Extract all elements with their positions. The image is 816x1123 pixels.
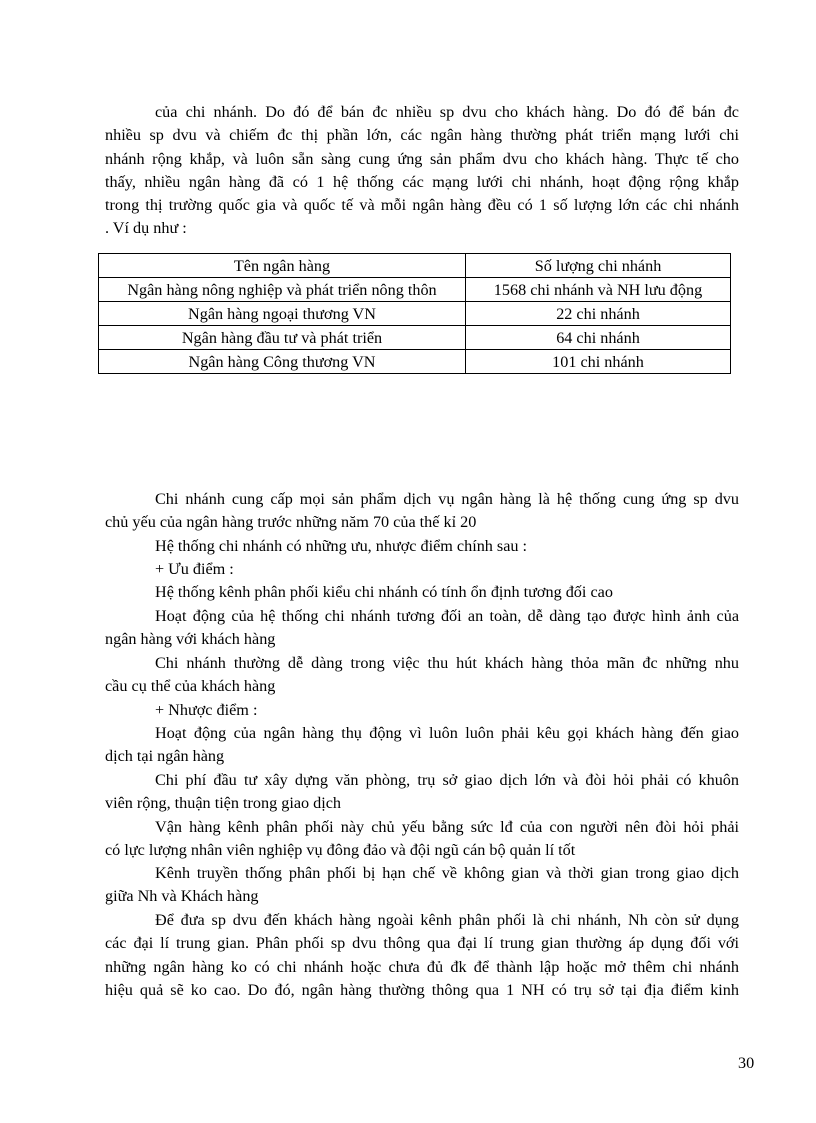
body-paragraph (105, 652, 739, 699)
table-row (99, 278, 731, 302)
table-cell: 101 chi nhánh (466, 350, 731, 374)
text-line: thấy, nhiều ngân hàng đã có 1 hệ thống các mạng lưới chi nhánh, hoạt động rộng khắp (105, 172, 739, 191)
table-cell: Ngân hàng ngoại thương VN (99, 302, 466, 326)
body-paragraph (105, 862, 739, 909)
text-line: giữa Nh và Khách hàng (105, 887, 259, 906)
text-line: cầu cụ thể của khách hàng (105, 677, 276, 696)
text-line: nhiều sp dvu và chiếm đc thị phần lớn, các ngân hàng thường phát triển mạng lưới chi (105, 126, 739, 145)
body-paragraph (105, 769, 739, 816)
text-line: các đại lí trung gian. Phân phối sp dvu thông qua đại lí trung gian thường áp dụng đối với (105, 934, 739, 953)
text-line: Chi nhánh cung cấp mọi sản phẩm dịch vụ ngân hàng là hệ thống cung ứng sp dvu (155, 490, 739, 508)
text-line: viên rộng, thuận tiện trong giao dịch (105, 794, 342, 813)
text-line: Chi nhánh thường dễ dàng trong việc thu hút khách hàng thỏa mãn đc những nhu (155, 654, 739, 672)
text-line: Hoạt động của ngân hàng thụ động vì luôn luôn phải kêu gọi khách hàng đến giao (155, 724, 739, 742)
text-line: Vận hàng kênh phân phối này chủ yếu bằng sức lđ của con người nên đòi hỏi phải (155, 818, 739, 836)
table-row (99, 326, 731, 350)
text-line: nhánh rộng khắp, và luôn sẵn sàng cung ứng sản phẩm dvu cho khách hàng. Thực tế cho (105, 149, 739, 168)
text-line: Chi phí đầu tư xây dựng văn phòng, trụ sở giao dịch lớn và đòi hỏi phải có khuôn (155, 771, 739, 789)
body-line: + Nhược điểm : (155, 701, 258, 719)
table-cell: Ngân hàng nông nghiệp và phát triển nông thôn (99, 278, 466, 302)
table-header-cell: Tên ngân hàng (99, 254, 466, 278)
table-header-row (99, 254, 731, 278)
table-cell: 64 chi nhánh (466, 326, 731, 350)
body-line: Hệ thống chi nhánh có những ưu, nhược điểm chính sau : (155, 537, 528, 555)
table-cell: Ngân hàng Công thương VN (99, 350, 466, 374)
table-row (99, 302, 731, 326)
body-paragraph (105, 488, 739, 535)
table-cell: Ngân hàng đầu tư và phát triển (99, 326, 466, 350)
text-line: của chi nhánh. Do đó để bán đc nhiều sp dvu cho khách hàng. Do đó để bán đc (155, 103, 739, 121)
table-row (99, 350, 731, 374)
table-cell: 1568 chi nhánh và NH lưu động (466, 278, 731, 302)
text-line: Để đưa sp dvu đến khách hàng ngoài kênh phân phối là chi nhánh, Nh còn sử dụng (155, 911, 739, 929)
bank-branches-table (98, 253, 731, 374)
text-line: Hoạt động của hệ thống chi nhánh tương đối an toàn, dễ dàng tạo được hình ảnh của (155, 607, 739, 625)
text-line: . Ví dụ như : (105, 219, 187, 238)
body-paragraph (105, 909, 739, 1002)
text-line: dịch tại ngân hàng (105, 747, 225, 766)
body-line: + Ưu điểm : (155, 560, 234, 578)
text-line: ngân hàng với khách hàng (105, 630, 276, 649)
text-line: những ngân hàng ko có chi nhánh hoặc chưa đủ đk để thành lập hoặc mở thêm chi nhánh (105, 957, 739, 976)
table-header-cell: Số lượng chi nhánh (466, 254, 731, 278)
body-line: Hệ thống kênh phân phối kiểu chi nhánh có tính ổn định tương đối cao (155, 583, 613, 601)
body-paragraph (105, 722, 739, 769)
page-number: 30 (738, 1054, 755, 1072)
text-line: hiệu quả sẽ ko cao. Do đó, ngân hàng thường thông qua 1 NH có trụ sở tại địa điểm kinh (105, 980, 739, 999)
table-cell: 22 chi nhánh (466, 302, 731, 326)
body-paragraph (105, 605, 739, 652)
text-line: Kênh truyền thống phân phối bị hạn chế về không gian và thời gian trong giao dịch (155, 864, 739, 882)
intro-paragraph (105, 101, 739, 241)
text-line: chủ yếu của ngân hàng trước những năm 70 của thế kỉ 20 (105, 513, 477, 532)
body-paragraph (105, 816, 739, 863)
text-line: có lực lượng nhân viên nghiệp vụ đông đảo và đội ngũ cán bộ quản lí tốt (105, 841, 576, 860)
text-line: trong thị trường quốc gia và quốc tế và mỗi ngân hàng đều có 1 số lượng lớn các chi nhánh (105, 196, 739, 215)
